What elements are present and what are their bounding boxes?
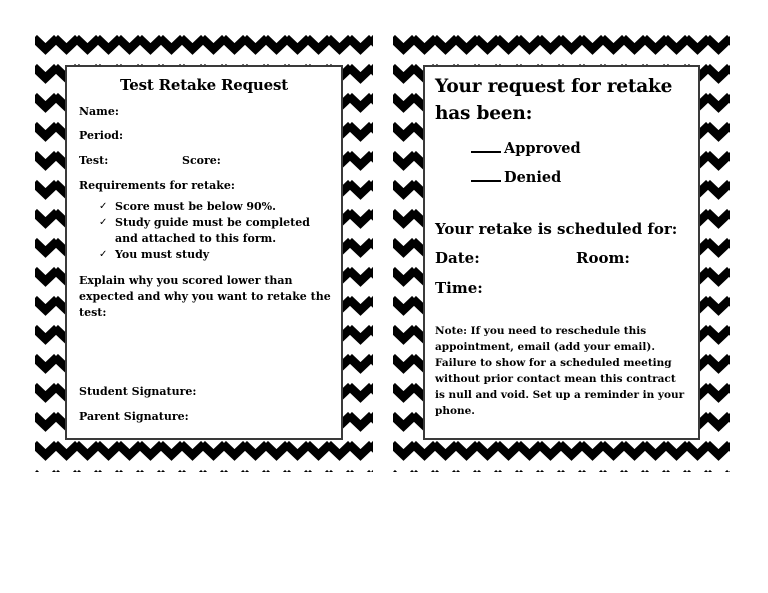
- requirement-item: [79, 215, 329, 247]
- requirement-item: [79, 199, 329, 215]
- time-label: Time:: [435, 279, 483, 297]
- denied-option: [471, 166, 561, 186]
- approved-option: [471, 137, 581, 157]
- request-form-panel: [65, 65, 343, 440]
- checkmark-icon: ✓: [99, 249, 108, 260]
- retake-decision-card: [393, 35, 730, 472]
- period-field-label: Period:: [79, 129, 124, 142]
- form-title: Test Retake Request: [120, 76, 288, 94]
- approved-blank-line: [471, 137, 501, 153]
- requirement-item: [79, 247, 329, 263]
- decision-title: Your request for retake has been:: [435, 76, 673, 124]
- denied-blank-line: [471, 166, 501, 182]
- denied-label: Denied: [504, 169, 562, 186]
- explain-prompt: Explain why you scored lower than expected and why you want to retake the test:: [79, 274, 331, 319]
- room-label: Room:: [576, 249, 630, 267]
- requirement-text: You must study: [115, 248, 210, 261]
- checkmark-icon: ✓: [99, 201, 108, 212]
- scheduled-heading: Your retake is scheduled for:: [435, 220, 678, 238]
- decision-panel: [423, 65, 700, 440]
- test-field-label: Test:: [79, 154, 109, 167]
- retake-request-card: [35, 35, 373, 472]
- requirements-heading: Requirements for retake:: [79, 179, 235, 192]
- parent-signature-label: Parent Signature:: [79, 410, 189, 423]
- requirement-text: Study guide must be completed and attached to this form.: [115, 216, 310, 245]
- date-label: Date:: [435, 249, 480, 267]
- checkmark-icon: ✓: [99, 217, 108, 228]
- student-signature-label: Student Signature:: [79, 385, 197, 398]
- requirements-list: [79, 199, 329, 263]
- score-field-label: Score:: [182, 154, 221, 167]
- reschedule-note: Note: If you need to reschedule this appointment, email (add your email). Failure to show for a scheduled meeting without prior contact mean this contract is null and void. Set up a reminder in your phone.: [435, 325, 685, 417]
- requirement-text: Score must be below 90%.: [115, 200, 276, 213]
- approved-label: Approved: [504, 140, 581, 157]
- name-field-label: Name:: [79, 105, 119, 118]
